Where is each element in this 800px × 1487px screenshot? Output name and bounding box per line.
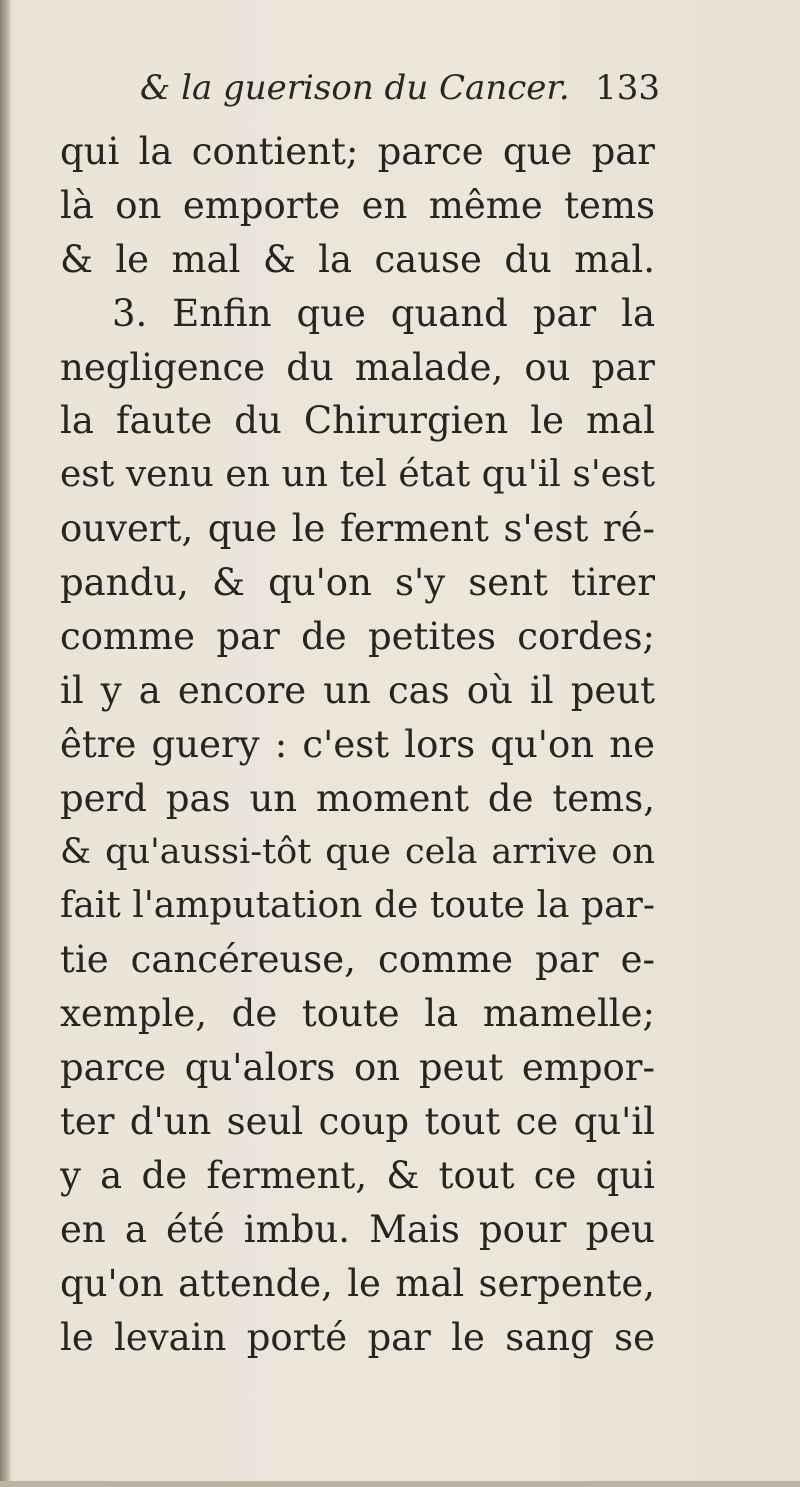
text-line: la faute du Chirurgien le mal [60,399,655,443]
text-line: parce qu'alors on peut empor- [60,1046,655,1090]
text-line: qui la contient; parce que par [60,130,655,173]
text-line: xemple, de toute la mamelle; [60,992,655,1036]
running-title: & la guerison du Cancer. [140,68,570,108]
text-line: & le mal & la cause du mal. [60,237,655,281]
page-spine-shadow [0,0,10,1487]
body-text [60,125,655,1364]
text-line: 3. Enfin que quand par la [112,291,655,335]
text-line: tie cancéreuse, comme par e- [60,938,655,982]
page-number: 133 [595,68,660,108]
text-line: le levain porté par le sang se [60,1315,655,1359]
page-bottom-edge [0,1481,800,1487]
text-line: est venu en un tel état qu'il s'est [60,454,655,496]
text-line: ouvert, que le ferment s'est ré- [60,507,655,551]
text-line: pandu, & qu'on s'y sent tirer [60,561,655,605]
text-line: être guery : c'est lors qu'on ne [60,722,655,766]
text-line: comme par de petites cordes; [60,615,655,659]
text-line: il y a encore un cas où il peut [60,668,655,712]
text-line: en a été imbu. Mais pour peu [60,1207,655,1251]
text-line: perd pas un moment de tems, [60,776,655,820]
text-line: & qu'aussi-tôt que cela arrive on [60,831,655,872]
running-header [140,68,660,128]
text-line: y a de ferment, & tout ce qui [60,1153,655,1197]
text-line: ter d'un seul coup tout ce qu'il [60,1100,655,1144]
text-line: là on emporte en même tems [60,183,655,227]
text-line: fait l'amputation de toute la par- [60,885,655,927]
text-line: qu'on attende, le mal serpente, [60,1261,655,1305]
text-line: negligence du malade, ou par [60,345,655,389]
